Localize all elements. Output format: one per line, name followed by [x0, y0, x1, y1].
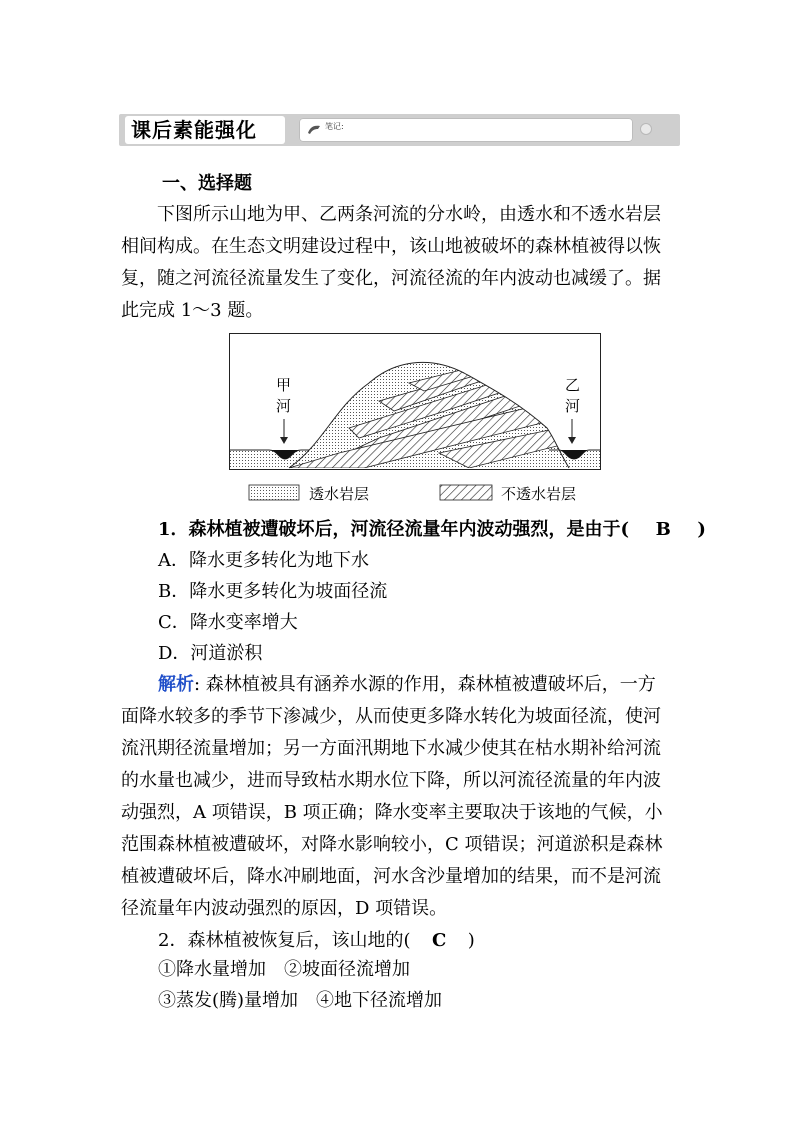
analysis-line: 植被遭破坏后，降水冲刷地面，河水含沙量增加的结果，而不是河流: [121, 866, 661, 887]
question-2-stem: [158, 925, 475, 957]
question-1-option-a: A．降水更多转化为地下水: [158, 550, 369, 571]
legend-impermeable-swatch: [440, 485, 492, 500]
river-left-label: 甲: [276, 376, 292, 394]
question-stem-text: 2．森林植被恢复后，该山地的(: [158, 930, 411, 951]
river-right-label: 河: [565, 397, 581, 415]
analysis-text: : 森林植被具有涵养水源的作用，森林植被遭破坏后，一方: [194, 674, 656, 695]
analysis-line: 面降水较多的季节下渗减少，从而使更多降水转化为坡面径流，使河: [121, 706, 661, 727]
river-left-label: 河: [276, 397, 292, 415]
legend-permeable-label: 透水岩层: [309, 485, 370, 503]
banner-end-icon: [640, 123, 652, 135]
intro-line: 相间构成。在生态文明建设过程中，该山地被破坏的森林植被得以恢: [121, 236, 661, 257]
note-label: 笔记:: [325, 122, 344, 131]
river-right-label: 乙: [565, 376, 581, 394]
banner-title: 课后素能强化: [125, 116, 285, 144]
analysis-label: 解析: [158, 674, 194, 695]
question-stem-text: 1．森林植被遭破坏后，河流径流量年内波动强烈，是由于(: [158, 519, 630, 540]
section-banner: [119, 114, 680, 146]
question-1-stem: [158, 514, 706, 546]
legend-permeable-swatch: [249, 485, 299, 500]
question-1-option-c: C．降水变率增大: [158, 612, 298, 633]
analysis-first-line: [158, 669, 656, 701]
watershed-cross-section-figure: [229, 333, 601, 508]
answer-close-paren: ): [467, 930, 475, 951]
answer-close-paren: ): [697, 519, 706, 540]
analysis-line: 流汛期径流量增加；另一方面汛期地下水减少使其在枯水期补给河流: [121, 738, 661, 759]
analysis-line: 的水量也减少，进而导致枯水期水位下降，所以河流径流量的年内波: [121, 770, 661, 791]
intro-line: 下图所示山地为甲、乙两条河流的分水岭，由透水和不透水岩层: [157, 204, 661, 225]
answer-letter: C: [431, 930, 447, 951]
legend-impermeable-label: 不透水岩层: [501, 485, 577, 503]
question-2-option-line: ③蒸发(腾)量增加 ④地下径流增加: [158, 990, 443, 1011]
answer-letter: B: [655, 519, 671, 540]
question-1-option-b: B．降水更多转化为坡面径流: [158, 581, 388, 602]
intro-line: 复，随之河流径流量发生了变化，河流径流的年内波动也减缓了。据: [121, 268, 661, 289]
analysis-line: 范围森林植被遭破坏，对降水影响较小，C 项错误；河道淤积是森林: [121, 834, 663, 855]
analysis-line: 径流量年内波动强烈的原因，D 项错误。: [121, 898, 448, 919]
notes-field[interactable]: [299, 118, 633, 142]
analysis-line: 动强烈，A 项错误，B 项正确；降水变率主要取决于该地的气候，小: [121, 802, 663, 823]
section-heading: 一、选择题: [162, 173, 252, 194]
question-2-option-line: ①降水量增加 ②坡面径流增加: [158, 959, 410, 980]
question-1-option-d: D．河道淤积: [158, 643, 263, 664]
note-icon: [307, 123, 321, 135]
intro-line: 此完成 1～3 题。: [121, 300, 264, 321]
